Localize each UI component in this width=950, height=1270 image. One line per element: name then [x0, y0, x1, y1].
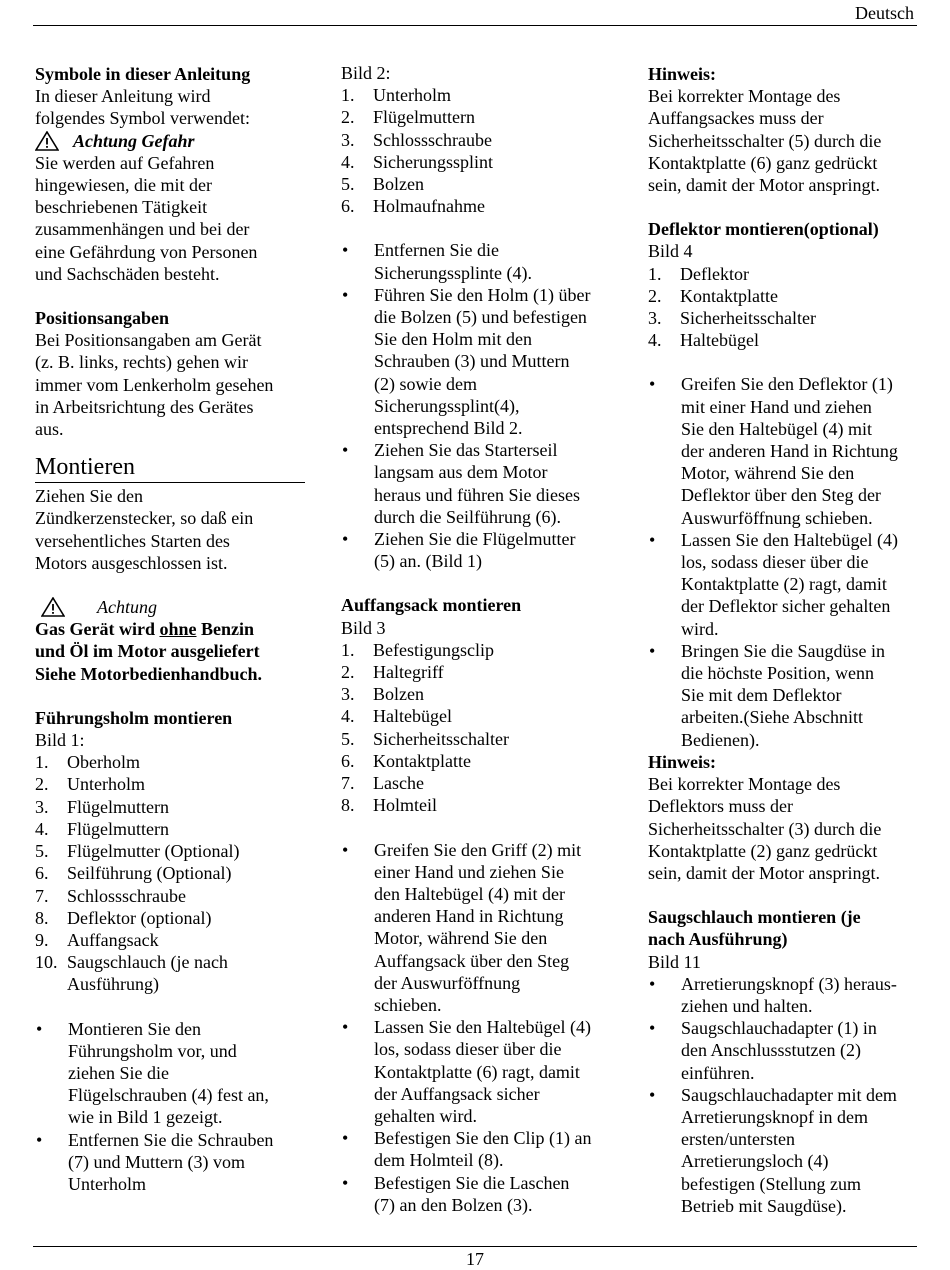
position-text-line: Bei Positionsangaben am Gerät — [35, 330, 262, 351]
list-number: 6. — [341, 750, 355, 771]
list-item — [648, 285, 918, 307]
step-line: Montieren Sie den — [68, 1018, 201, 1039]
list-number: 1. — [341, 85, 355, 106]
step-line: wird. — [681, 618, 719, 639]
bullet-icon — [648, 529, 681, 640]
list-text: Holmteil — [373, 795, 437, 816]
step-line: Flügelschrauben (4) fest an, — [68, 1085, 269, 1106]
note1-text-line: Sicherheitsschalter (5) durch die — [648, 130, 882, 151]
list-text — [374, 839, 581, 1017]
list-number: 5. — [341, 728, 355, 749]
list-item — [341, 151, 616, 173]
list-item — [35, 751, 305, 773]
step-line: Arretierungsloch (4) — [681, 1151, 829, 1172]
list-number: 5. — [341, 174, 355, 195]
list-number: 7. — [341, 773, 355, 794]
step-line: los, sodass dieser über die — [374, 1039, 562, 1060]
deflector-figure-ref: Bild 4 — [648, 241, 693, 262]
list-text: Haltegriff — [373, 662, 444, 683]
step-line: Arretierungsknopf (3) heraus- — [681, 973, 897, 994]
step-line: Deflektor über den Steg der — [681, 485, 881, 506]
attention-label-row — [35, 596, 305, 618]
header-language: Deutsch — [855, 3, 914, 23]
list-text: Lasche — [373, 773, 424, 794]
bullet-icon — [341, 1172, 374, 1216]
bullet-icon — [341, 239, 374, 283]
list-number: 6. — [35, 863, 49, 884]
list-item — [648, 973, 918, 1017]
note2-text-line: Bei korrekter Montage des — [648, 774, 841, 795]
list-number: 9. — [35, 929, 49, 950]
list-text: Deflektor (optional) — [67, 907, 212, 928]
list-item — [341, 772, 616, 794]
bullet-icon — [341, 284, 374, 439]
bullet-icon — [341, 1016, 374, 1127]
step-line: arbeiten.(Siehe Abschnitt — [681, 707, 863, 728]
step-line: (5) an. (Bild 1) — [374, 551, 482, 572]
list-item — [341, 839, 616, 1017]
list-text — [374, 239, 532, 283]
list-text: Haltebügel — [373, 706, 452, 727]
list-number: 2. — [35, 774, 49, 795]
danger-label: Achtung Gefahr — [73, 130, 195, 151]
step-line: (7) und Muttern (3) vom — [68, 1151, 245, 1172]
step-line: (7) an den Bolzen (3). — [374, 1194, 533, 1215]
list-number: 2. — [341, 662, 355, 683]
symbols-heading: Symbole in dieser Anleitung — [35, 64, 251, 84]
step-line: Befestigen Sie den Clip (1) an — [374, 1128, 592, 1149]
list-item — [648, 1084, 918, 1217]
note2-text-line: Sicherheitsschalter (3) durch die — [648, 818, 882, 839]
list-item — [341, 705, 616, 727]
column-middle — [341, 62, 616, 1216]
hose-heading-line: nach Ausführung) — [648, 929, 788, 950]
assemble-text-line: versehentliches Starten des — [35, 530, 230, 551]
step-line: Auffangsack über den Steg — [374, 950, 570, 971]
step-line: einführen. — [681, 1062, 755, 1083]
list-item — [341, 284, 616, 439]
list-text — [374, 528, 575, 572]
list-item — [35, 796, 305, 818]
step-line: Entfernen Sie die Schrauben — [68, 1129, 274, 1150]
step-line: Sie den Haltebügel (4) mit — [681, 418, 872, 439]
list-item — [35, 773, 305, 795]
step-line: ziehen und halten. — [681, 995, 813, 1016]
handle-heading: Führungsholm montieren — [35, 707, 233, 728]
list-item — [648, 1017, 918, 1084]
list-text: Auffangsack — [67, 929, 159, 950]
list-text: Flügelmuttern — [373, 107, 475, 128]
attention-text-line: Siehe Motorbedienhandbuch. — [35, 663, 263, 684]
list-number: 6. — [341, 196, 355, 217]
list-number: 5. — [35, 841, 49, 862]
step-line: befestigen (Stellung zum — [681, 1173, 861, 1194]
list-text: Unterholm — [373, 85, 451, 106]
step-line: Sicherungssplinte (4). — [374, 262, 532, 283]
step-line: gehalten wird. — [374, 1105, 477, 1126]
list-number: 10. — [35, 952, 58, 973]
list-number: 1. — [648, 263, 662, 284]
list-item — [648, 307, 918, 329]
assemble-text-line: Ziehen Sie den — [35, 486, 143, 507]
deflector-parts-list — [648, 263, 918, 352]
note2-text-line: sein, damit der Motor anspringt. — [648, 862, 880, 883]
figure2-ref: Bild 2: — [341, 63, 391, 83]
step-line: entsprechend Bild 2. — [374, 418, 523, 439]
step-line: Schrauben (3) und Muttern — [374, 351, 570, 372]
list-text: Seilführung (Optional) — [67, 863, 232, 884]
step-line: der Auswurföffnung — [374, 972, 521, 993]
list-text: Oberholm — [67, 752, 140, 773]
list-number: 2. — [648, 285, 662, 306]
position-text-line: in Arbeitsrichtung des Gerätes — [35, 396, 254, 417]
note1-text-line: Auffangsackes muss der — [648, 108, 824, 129]
list-item — [341, 84, 616, 106]
list-text — [374, 1127, 591, 1171]
attention-text-part: Benzin — [196, 619, 255, 640]
danger-text-line: hingewiesen, die mit der — [35, 175, 212, 196]
step-line: langsam aus dem Motor — [374, 462, 548, 483]
step-line: der Auffangsack sicher — [374, 1083, 540, 1104]
list-text — [681, 640, 885, 751]
step-line: Ziehen Sie die Flügelmutter — [374, 529, 576, 550]
assemble-text-line: Zündkerzenstecker, so daß ein — [35, 508, 254, 529]
warning-triangle-icon — [41, 597, 65, 617]
list-text — [681, 1084, 897, 1217]
list-text: Flügelmuttern — [67, 818, 169, 839]
hose-heading-line: Saugschlauch montieren (je — [648, 907, 861, 928]
assemble-text-line: Motors ausgeschlossen ist. — [35, 552, 228, 573]
list-item — [341, 239, 616, 283]
deflector-steps-list — [648, 373, 918, 750]
list-item — [35, 1018, 305, 1129]
list-item — [341, 129, 616, 151]
bullet-icon — [35, 1129, 68, 1196]
step-line: anderen Hand in Richtung — [374, 906, 564, 927]
bullet-icon — [648, 1017, 681, 1084]
list-text: Flügelmutter (Optional) — [67, 841, 240, 862]
note2-text-line: Deflektors muss der — [648, 796, 793, 817]
note1-heading: Hinweis: — [648, 64, 717, 84]
note1-text-line: Kontaktplatte (6) ganz gedrückt — [648, 152, 878, 173]
list-text: Holmaufnahme — [373, 196, 485, 217]
list-number: 1. — [341, 639, 355, 660]
list-number: 3. — [341, 129, 355, 150]
list-text — [374, 1172, 569, 1216]
list-text — [681, 373, 898, 528]
step-line: ersten/untersten — [681, 1129, 795, 1150]
list-item — [35, 907, 305, 929]
handle-figure-ref: Bild 1: — [35, 730, 85, 751]
list-text: Unterholm — [67, 774, 145, 795]
position-text-line: aus. — [35, 419, 64, 440]
list-text — [374, 439, 580, 528]
step-line: Lassen Sie den Haltebügel (4) — [374, 1017, 591, 1038]
header-rule — [33, 25, 917, 26]
list-item — [341, 1016, 616, 1127]
step-line: los, sodass dieser über die — [681, 552, 869, 573]
list-item — [341, 661, 616, 683]
list-number: 1. — [35, 752, 49, 773]
danger-text-line: und Sachschäden besteht. — [35, 263, 220, 284]
list-item — [648, 529, 918, 640]
step-line: durch die Seilführung (6). — [374, 506, 561, 527]
bag-parts-list — [341, 639, 616, 817]
list-text: Deflektor — [680, 263, 749, 284]
step-line: Lassen Sie den Haltebügel (4) — [681, 529, 898, 550]
step-line: Arretierungsknopf in dem — [681, 1106, 868, 1127]
list-number: 4. — [341, 706, 355, 727]
bullet-icon — [648, 640, 681, 751]
hose-figure-ref: Bild 11 — [648, 951, 701, 972]
position-heading: Positionsangaben — [35, 308, 170, 329]
bullet-icon — [648, 373, 681, 528]
list-item — [35, 929, 305, 951]
list-item — [341, 106, 616, 128]
list-text: Befestigungsclip — [373, 639, 494, 660]
list-item — [35, 840, 305, 862]
list-text — [374, 1016, 591, 1127]
step-line: Kontaktplatte (6) ragt, damit — [374, 1061, 580, 1082]
list-text — [681, 973, 897, 1017]
attention-text-part: Gas Gerät wird — [35, 619, 160, 640]
step-line: schieben. — [374, 994, 442, 1015]
step-line: mit einer Hand und ziehen — [681, 396, 872, 417]
list-number: 2. — [341, 107, 355, 128]
handle-steps-list — [35, 1018, 305, 1196]
list-item — [648, 329, 918, 351]
step-line: Saugschlauchadapter (1) in — [681, 1018, 877, 1039]
step-line: einer Hand und ziehen Sie — [374, 861, 564, 882]
page-number: 17 — [466, 1249, 484, 1269]
step-line: Sie mit dem Deflektor — [681, 685, 842, 706]
danger-text-line: beschriebenen Tätigkeit — [35, 197, 208, 218]
list-text: Schlossschraube — [373, 129, 492, 150]
attention-label: Achtung — [97, 597, 157, 618]
step-line: Sicherungssplint(4), — [374, 395, 520, 416]
position-text-line: (z. B. links, rechts) gehen wir — [35, 352, 248, 373]
step-line: Motor, während Sie den — [681, 463, 855, 484]
step-line: heraus und führen Sie dieses — [374, 484, 580, 505]
figure2-parts-list — [341, 84, 616, 217]
column-left — [35, 62, 305, 1195]
list-text: Kontaktplatte — [680, 285, 778, 306]
step-line: den Anschlussstutzen (2) — [681, 1040, 861, 1061]
bullet-icon — [341, 1127, 374, 1171]
bullet-icon — [35, 1018, 68, 1129]
step-line: Greifen Sie den Griff (2) mit — [374, 839, 582, 860]
list-text: Haltebügel — [680, 330, 759, 351]
list-text: Saugschlauch (je nach — [67, 952, 228, 973]
step-line: den Haltebügel (4) mit der — [374, 883, 565, 904]
step-line: Entfernen Sie die — [374, 240, 499, 261]
step-line: Betrieb mit Saugdüse). — [681, 1195, 847, 1216]
danger-text-line: zusammenhängen und bei der — [35, 219, 250, 240]
list-item — [35, 1129, 305, 1196]
step-line: Motor, während Sie den — [374, 928, 548, 949]
assemble-heading: Montieren — [35, 452, 305, 483]
list-text — [681, 529, 898, 640]
step-line: Führen Sie den Holm (1) über — [374, 284, 591, 305]
step-line: Führungsholm vor, und — [68, 1040, 237, 1061]
bullet-icon — [648, 973, 681, 1017]
list-item — [648, 373, 918, 528]
deflector-heading: Deflektor montieren(optional) — [648, 219, 879, 240]
list-number: 8. — [341, 795, 355, 816]
step-line: Unterholm — [68, 1173, 146, 1194]
symbols-intro-line: folgendes Symbol verwendet: — [35, 108, 250, 129]
list-text — [681, 1017, 877, 1084]
danger-label-row — [35, 130, 305, 152]
list-number: 7. — [35, 885, 49, 906]
note2-heading: Hinweis: — [648, 751, 717, 772]
position-text-line: immer vom Lenkerholm gesehen — [35, 374, 274, 395]
handle-parts-list — [35, 751, 305, 995]
step-line: Saugschlauchadapter mit dem — [681, 1084, 897, 1105]
list-item — [35, 951, 305, 973]
symbols-intro-line: In dieser Anleitung wird — [35, 86, 211, 107]
bag-steps-list — [341, 839, 616, 1216]
attention-text-line — [35, 618, 305, 640]
step-line: Kontaktplatte (2) ragt, damit — [681, 574, 887, 595]
list-item — [341, 173, 616, 195]
step-line: wie in Bild 1 gezeigt. — [68, 1107, 223, 1128]
list-item — [35, 885, 305, 907]
list-text: Schlossschraube — [67, 885, 186, 906]
note2-text-line: Kontaktplatte (2) ganz gedrückt — [648, 840, 878, 861]
attention-text-line: und Öl im Motor ausgeliefert — [35, 641, 260, 662]
list-item — [35, 862, 305, 884]
list-text — [68, 1129, 273, 1196]
step-line: Greifen Sie den Deflektor (1) — [681, 374, 893, 395]
list-text: Kontaktplatte — [373, 750, 471, 771]
list-item — [341, 1127, 616, 1171]
note1-text-line: Bei korrekter Montage des — [648, 86, 841, 107]
step-line: der anderen Hand in Richtung — [681, 441, 898, 462]
step-line: ziehen Sie die — [68, 1062, 169, 1083]
danger-text-line: Sie werden auf Gefahren — [35, 152, 215, 173]
list-text: Bolzen — [373, 684, 424, 705]
step-line: der Deflektor sicher gehalten — [681, 596, 891, 617]
step-line: Bringen Sie die Saugdüse in — [681, 640, 885, 661]
list-number: 8. — [35, 907, 49, 928]
step-line: Auswurföffnung schieben. — [681, 507, 873, 528]
list-text: Sicherheitsschalter — [373, 728, 509, 749]
bullet-icon — [341, 528, 374, 572]
list-item — [35, 818, 305, 840]
bullet-icon — [341, 439, 374, 528]
step-line: die Bolzen (5) und befestigen — [374, 307, 587, 328]
list-item — [341, 639, 616, 661]
list-text: Bolzen — [373, 174, 424, 195]
step-line: Bedienen). — [681, 729, 760, 750]
bullet-icon — [648, 1084, 681, 1217]
figure2-steps-list — [341, 239, 616, 572]
note1-text-line: sein, damit der Motor anspringt. — [648, 175, 880, 196]
list-item — [341, 683, 616, 705]
step-line: die höchste Position, wenn — [681, 663, 874, 684]
step-line: (2) sowie dem — [374, 373, 477, 394]
list-item — [341, 439, 616, 528]
list-text: Sicherheitsschalter — [680, 308, 816, 329]
step-line: Sie den Holm mit den — [374, 329, 532, 350]
list-item — [648, 263, 918, 285]
list-text: Ausführung) — [67, 974, 159, 995]
bullet-icon — [341, 839, 374, 1017]
bag-figure-ref: Bild 3 — [341, 617, 386, 638]
list-item — [341, 750, 616, 772]
list-number: 4. — [35, 818, 49, 839]
list-number: 3. — [35, 796, 49, 817]
danger-text-line: eine Gefährdung von Personen — [35, 241, 258, 262]
footer-rule — [33, 1246, 917, 1247]
list-text — [68, 1018, 269, 1129]
attention-text-emphasis: ohne — [159, 619, 197, 640]
list-number — [35, 973, 67, 995]
column-right — [648, 62, 918, 1217]
list-number: 4. — [648, 330, 662, 351]
list-item — [341, 195, 616, 217]
list-text — [374, 284, 590, 439]
list-item — [341, 528, 616, 572]
warning-triangle-icon — [35, 131, 59, 151]
step-line: Befestigen Sie die Laschen — [374, 1172, 570, 1193]
list-item — [341, 794, 616, 816]
bag-heading: Auffangsack montieren — [341, 595, 522, 616]
hose-steps-list — [648, 973, 918, 1217]
list-item — [341, 728, 616, 750]
list-number: 4. — [341, 151, 355, 172]
step-line: Ziehen Sie das Starterseil — [374, 440, 558, 461]
list-text: Flügelmuttern — [67, 796, 169, 817]
list-item — [341, 1172, 616, 1216]
list-text: Sicherungssplint — [373, 151, 493, 172]
step-line: dem Holmteil (8). — [374, 1150, 504, 1171]
list-number: 3. — [648, 308, 662, 329]
list-item — [35, 973, 305, 995]
list-item — [648, 640, 918, 751]
list-number: 3. — [341, 684, 355, 705]
